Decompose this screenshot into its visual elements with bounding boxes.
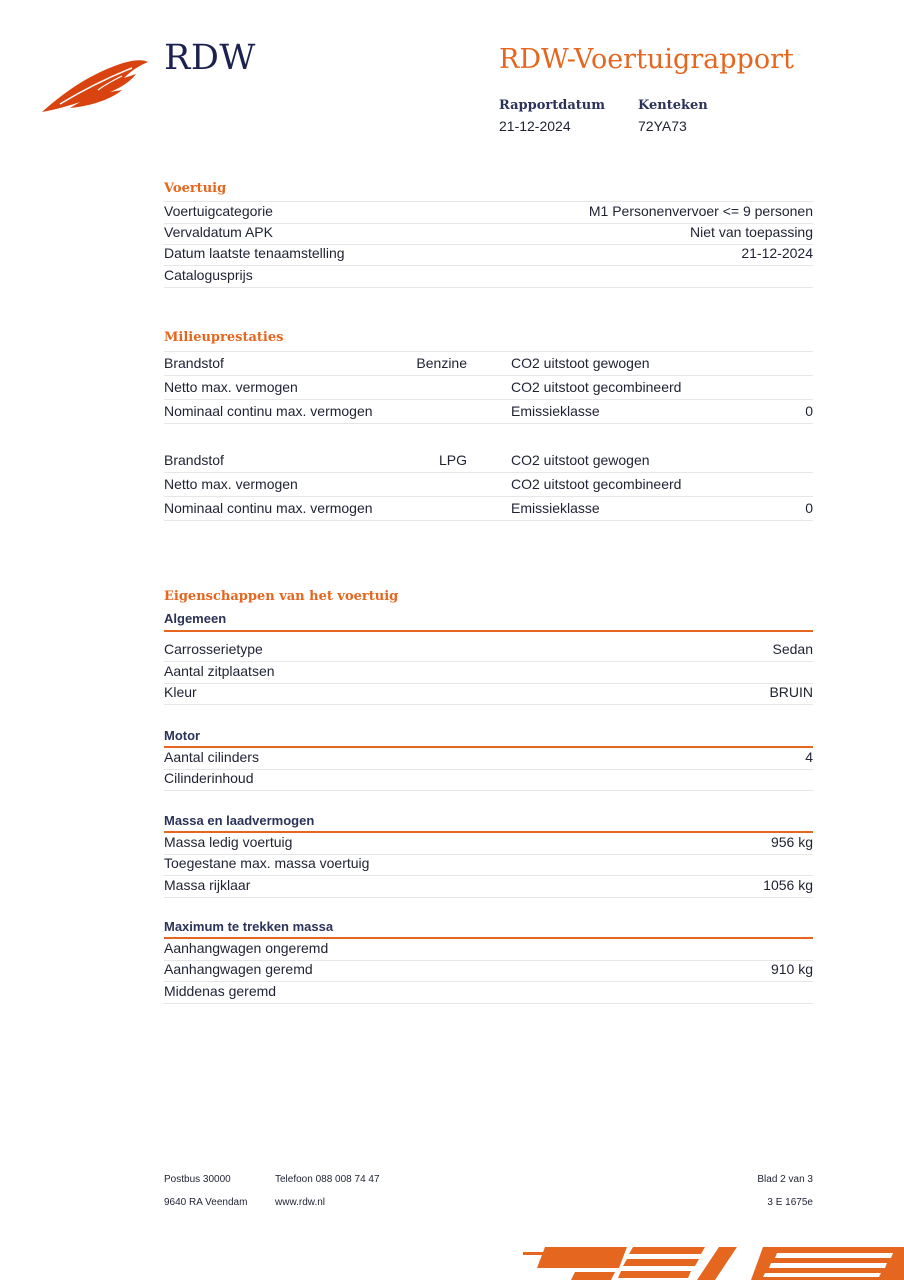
row-label: Massa rijklaar — [164, 877, 251, 893]
row-label: CO2 uitstoot gewogen — [511, 452, 650, 468]
row-label: Carrosserietype — [164, 641, 263, 657]
row-label: Toegestane max. massa voertuig — [164, 855, 370, 871]
row-value: 956 kg — [770, 834, 813, 850]
decorative-stripes-icon — [515, 1244, 904, 1280]
brand-name: RDW — [164, 38, 256, 78]
subsection-massa-title: Massa en laadvermogen — [164, 813, 315, 828]
subsection-algemeen-title: Algemeen — [164, 611, 227, 626]
milieu-row — [164, 473, 813, 497]
trek-row — [164, 960, 813, 982]
report-date-label: Rapportdatum — [499, 98, 605, 113]
row-label: Aanhangwagen geremd — [164, 961, 313, 977]
row-label: Catalogusprijs — [164, 267, 253, 283]
row-label: Kleur — [164, 684, 197, 700]
section-voertuig-title: Voertuig — [164, 181, 227, 196]
trek-row — [164, 982, 813, 1004]
motor-row — [164, 748, 813, 770]
report-date: 21-12-2024 — [499, 118, 571, 134]
row-label: Emissieklasse — [511, 403, 600, 419]
row-label: Aantal cilinders — [164, 749, 259, 765]
algemeen-row — [164, 640, 813, 662]
algemeen-row — [164, 683, 813, 705]
subsection-motor-title: Motor — [164, 728, 201, 743]
rdw-logo-icon — [40, 56, 150, 116]
row-value: 1056 kg — [763, 877, 813, 893]
footer-website-link[interactable]: www.rdw.nl — [275, 1197, 326, 1208]
footer-page-number: Blad 2 van 3 — [757, 1174, 813, 1185]
row-label: Aanhangwagen ongeremd — [164, 940, 329, 956]
section-eigenschappen-title: Eigenschappen van het voertuig — [164, 589, 399, 604]
footer-phone: Telefoon 088 008 74 47 — [275, 1174, 380, 1185]
row-value: 21-12-2024 — [741, 245, 813, 261]
row-label: Nominaal continu max. vermogen — [164, 403, 373, 419]
massa-row — [164, 876, 813, 898]
milieu-row — [164, 376, 813, 400]
row-value: 910 kg — [770, 961, 813, 977]
footer-city: 9640 RA Veendam — [164, 1197, 248, 1208]
voertuig-row — [164, 266, 813, 288]
massa-row — [164, 833, 813, 855]
row-label: CO2 uitstoot gecombineerd — [511, 476, 682, 492]
row-label: Aantal zitplaatsen — [164, 663, 275, 679]
voertuig-row — [164, 201, 813, 224]
section-milieu-title: Milieuprestaties — [164, 330, 284, 345]
row-label: Datum laatste tenaamstelling — [164, 245, 345, 261]
row-label: Netto max. vermogen — [164, 379, 298, 395]
row-value: Benzine — [416, 355, 467, 371]
trek-row — [164, 939, 813, 961]
plate-label: Kenteken — [638, 98, 708, 113]
row-label: CO2 uitstoot gewogen — [511, 355, 650, 371]
footer-doc-code: 3 E 1675e — [767, 1197, 813, 1208]
row-value: Sedan — [772, 641, 813, 657]
row-label: Nominaal continu max. vermogen — [164, 500, 373, 516]
row-value: BRUIN — [769, 684, 813, 700]
row-value: M1 Personenvervoer <= 9 personen — [588, 203, 813, 219]
motor-row — [164, 769, 813, 791]
row-label: Emissieklasse — [511, 500, 600, 516]
row-label: Brandstof — [164, 452, 224, 468]
milieu-row — [164, 351, 813, 376]
row-value: LPG — [438, 452, 467, 468]
row-label: Massa ledig voertuig — [164, 834, 293, 850]
voertuig-row — [164, 244, 813, 266]
milieu-row — [164, 449, 813, 473]
row-label: Voertuigcategorie — [164, 203, 273, 219]
voertuig-row — [164, 223, 813, 245]
row-label: CO2 uitstoot gecombineerd — [511, 379, 682, 395]
milieu-row — [164, 400, 813, 424]
row-value: 0 — [805, 500, 813, 516]
row-label: Brandstof — [164, 355, 224, 371]
milieu-row — [164, 497, 813, 521]
algemeen-row — [164, 662, 813, 684]
section-divider — [164, 630, 813, 632]
row-value: Niet van toepassing — [690, 224, 813, 240]
report-title: RDW-Voertuigrapport — [499, 44, 794, 75]
row-label: Netto max. vermogen — [164, 476, 298, 492]
row-label: Vervaldatum APK — [164, 224, 273, 240]
row-label: Middenas geremd — [164, 983, 277, 999]
footer-postbus: Postbus 30000 — [164, 1174, 231, 1185]
massa-row — [164, 854, 813, 876]
plate-number: 72YA73 — [638, 118, 687, 134]
row-label: Cilinderinhoud — [164, 770, 254, 786]
row-value: 4 — [805, 749, 813, 765]
subsection-trek-title: Maximum te trekken massa — [164, 919, 334, 934]
row-value: 0 — [805, 403, 813, 419]
